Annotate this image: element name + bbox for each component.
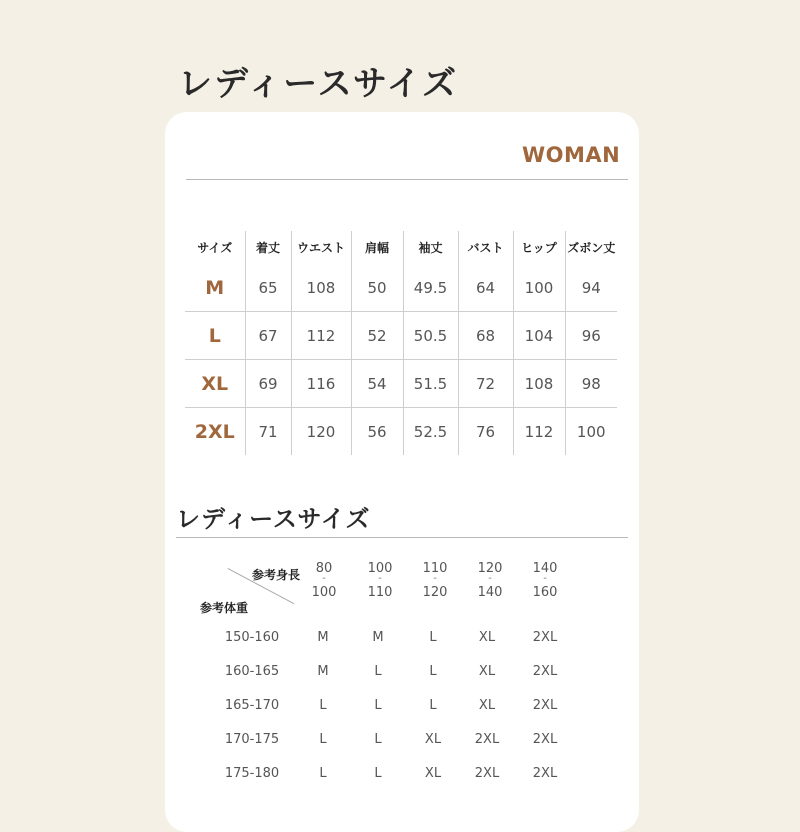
height-range-from: 120 [477, 561, 503, 576]
size-chart-card [165, 112, 639, 832]
table-cell: 104 [513, 312, 565, 360]
size-cell: L [374, 732, 382, 747]
table-cell: 100 [565, 408, 617, 456]
table-row [185, 312, 617, 360]
height-range-separator: - [433, 573, 437, 584]
size-cell: L [374, 698, 382, 713]
reference-row [0, 628, 800, 648]
height-axis-label: 参考身長 [252, 568, 301, 582]
size-cell: 2XL [532, 766, 558, 781]
column-header: ヒップ [513, 231, 565, 264]
weight-range: 175-180 [224, 766, 280, 781]
brand-label: WOMAN [522, 143, 621, 167]
size-cell: M [317, 630, 329, 645]
table-cell: 64 [458, 264, 513, 312]
divider [186, 179, 628, 180]
divider [176, 537, 628, 538]
table-cell: 54 [351, 360, 403, 408]
page-title: レディースサイズ [178, 64, 459, 104]
table-cell: 68 [458, 312, 513, 360]
size-cell: 2XL [474, 766, 500, 781]
column-header: 袖丈 [403, 231, 458, 264]
column-header: サイズ [197, 241, 233, 255]
height-range-separator: - [378, 573, 382, 584]
size-cell: L [429, 630, 437, 645]
size-cell: L [429, 698, 437, 713]
table-cell: 116 [291, 360, 351, 408]
table-cell: 108 [513, 360, 565, 408]
size-cell: 2XL [532, 630, 558, 645]
reference-row [0, 764, 800, 784]
table-cell: 76 [458, 408, 513, 456]
table-cell: 56 [351, 408, 403, 456]
weight-range: 170-175 [224, 732, 280, 747]
table-cell: 120 [291, 408, 351, 456]
size-cell: L [429, 664, 437, 679]
size-cell: L [319, 766, 327, 781]
size-cell: M [372, 630, 384, 645]
size-cell: L [374, 664, 382, 679]
height-range-to: 120 [422, 585, 448, 600]
size-cell: XL [478, 630, 496, 645]
height-range-from: 80 [315, 561, 333, 576]
table-cell: 112 [513, 408, 565, 456]
size-table-header-row [185, 231, 617, 264]
height-range-separator: - [488, 573, 492, 584]
height-range-from: 140 [532, 561, 558, 576]
size-cell: L [319, 732, 327, 747]
table-cell: 67 [245, 312, 291, 360]
size-label: L [185, 312, 245, 360]
table-cell: 112 [291, 312, 351, 360]
table-row [185, 264, 617, 312]
height-range-to: 100 [311, 585, 337, 600]
size-cell: L [319, 698, 327, 713]
height-range-header [465, 562, 515, 600]
table-cell: 51.5 [403, 360, 458, 408]
size-cell: 2XL [532, 732, 558, 747]
table-row [185, 360, 617, 408]
height-range-header [355, 562, 405, 600]
height-range-separator: - [543, 573, 547, 584]
column-header: 着丈 [245, 231, 291, 264]
size-cell: XL [424, 766, 442, 781]
table-cell: 69 [245, 360, 291, 408]
reference-row [0, 730, 800, 750]
height-range-to: 160 [532, 585, 558, 600]
height-range-header [520, 562, 570, 600]
weight-range: 165-170 [224, 698, 280, 713]
size-cell: XL [478, 664, 496, 679]
table-cell: 72 [458, 360, 513, 408]
reference-section-title: レディースサイズ [176, 505, 371, 533]
column-header: ウエスト [291, 231, 351, 264]
reference-row [0, 662, 800, 682]
table-cell: 49.5 [403, 264, 458, 312]
size-label: M [185, 264, 245, 312]
table-cell: 65 [245, 264, 291, 312]
table-cell: 50 [351, 264, 403, 312]
table-cell: 52 [351, 312, 403, 360]
size-label: 2XL [194, 420, 235, 443]
table-cell: 108 [291, 264, 351, 312]
size-cell: XL [478, 698, 496, 713]
size-cell: M [317, 664, 329, 679]
size-cell: 2XL [474, 732, 500, 747]
height-range-to: 110 [367, 585, 393, 600]
weight-range: 150-160 [224, 630, 280, 645]
table-cell: 52.5 [403, 408, 458, 456]
height-range-header [299, 562, 349, 600]
size-cell: XL [424, 732, 442, 747]
reference-row [0, 696, 800, 716]
size-cell: 2XL [532, 698, 558, 713]
column-header: ズボン丈 [565, 231, 617, 264]
size-label: XL [185, 360, 245, 408]
table-cell: 98 [565, 360, 617, 408]
weight-axis-label: 参考体重 [200, 601, 249, 615]
height-range-from: 100 [367, 561, 393, 576]
size-table [185, 231, 617, 455]
height-range-separator: - [322, 573, 326, 584]
table-cell: 94 [565, 264, 617, 312]
height-range-to: 140 [477, 585, 503, 600]
table-cell: 50.5 [403, 312, 458, 360]
height-range-header [410, 562, 460, 600]
table-row [185, 408, 617, 456]
column-header: バスト [458, 231, 513, 264]
table-cell: 96 [565, 312, 617, 360]
table-cell: 71 [245, 408, 291, 456]
column-header: 肩幅 [351, 231, 403, 264]
table-cell: 100 [513, 264, 565, 312]
height-range-from: 110 [422, 561, 448, 576]
weight-range: 160-165 [224, 664, 280, 679]
size-cell: L [374, 766, 382, 781]
size-cell: 2XL [532, 664, 558, 679]
